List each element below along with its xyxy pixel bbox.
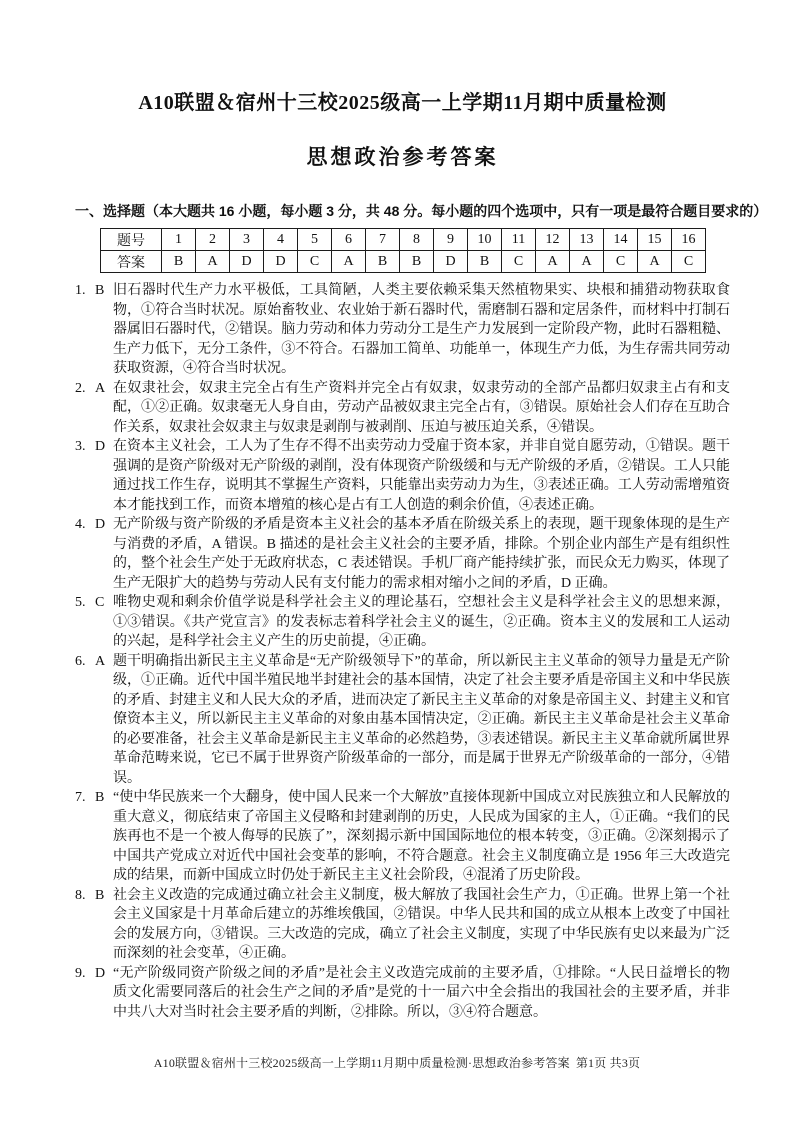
explanation-text: 在奴隶社会，奴隶主完全占有生产资料并完全占有奴隶，奴隶劳动的全部产品都归奴隶主占有和支配，①②正确。奴隶毫无人身自由，劳动产品被奴隶主完全占有，③错误。原始社会人们存在互助合作关系，奴隶社会奴隶主与奴隶是剥削与被剥削、压迫与被压迫关系，④错误。 bbox=[113, 380, 730, 435]
footer-text: A10联盟＆宿州十三校2025级高一上学期11月期中质量检测·思想政治参考答案 bbox=[153, 1056, 570, 1070]
explanation-item bbox=[75, 379, 730, 438]
explanation-question-number: 5. bbox=[75, 595, 86, 610]
explanation-question-number: 8. bbox=[75, 887, 86, 903]
explanation-text: 题干明确指出新民主主义革命是“无产阶级领导下”的革命，所以新民主主义革命的领导力量是无产阶级，①正确。近代中国半殖民地半封建社会的基本国情，决定了社会主要矛盾是帝国主义和中华民族的矛盾、封建主义和人民大众的矛盾，进而决定了新民主主义革命的对象是帝国主义、封建主义和官僚资本主义，所以新民主主义革命的对象由基本国情决定，②正确。新民主主义革命是社会主义革命的必要准备，社会主义革命是新民主主义革命的必然趋势，③表述错误。新民主主义革命就所属世界革命范畴来说，它已不属于世界资产阶级革命的一部分，而是属于世界无产阶级革命的一部分，④错误。 bbox=[113, 653, 730, 786]
answer-cell: D bbox=[264, 251, 298, 273]
question-number-cell: 4 bbox=[264, 229, 298, 251]
page-subtitle: 思想政治参考答案 bbox=[306, 145, 499, 169]
answer-cell: C bbox=[298, 251, 332, 273]
explanation-answer-letter: B bbox=[95, 887, 105, 903]
answer-cell: B bbox=[162, 251, 196, 273]
explanation-answer-letter: C bbox=[95, 595, 105, 610]
question-number-cell: 3 bbox=[230, 229, 264, 251]
question-number-cell: 15 bbox=[638, 229, 672, 251]
question-number-cell: 5 bbox=[298, 229, 332, 251]
answer-table-answer-row bbox=[101, 251, 706, 273]
answer-cell: C bbox=[672, 251, 706, 273]
question-number-cell: 13 bbox=[570, 229, 604, 251]
explanation-answer-letter: D bbox=[95, 965, 106, 981]
question-number-cell: 10 bbox=[468, 229, 502, 251]
answer-table-answer-header: 答案 bbox=[101, 251, 162, 273]
explanation-item bbox=[75, 281, 730, 379]
explanation-answer-letter: A bbox=[95, 380, 106, 396]
answer-cell: A bbox=[196, 251, 230, 273]
question-number-cell: 9 bbox=[434, 229, 468, 251]
explanation-question-number: 7. bbox=[75, 790, 86, 805]
explanation-answer-letter: B bbox=[95, 790, 105, 805]
question-number-cell: 6 bbox=[332, 229, 366, 251]
answer-cell: B bbox=[366, 251, 400, 273]
answer-table-number-row bbox=[101, 229, 706, 251]
answer-cell: C bbox=[502, 251, 536, 273]
explanation-item bbox=[75, 593, 730, 652]
question-number-cell: 8 bbox=[400, 229, 434, 251]
explanation-answer-letter: D bbox=[95, 517, 106, 532]
explanation-question-number: 3. bbox=[75, 439, 86, 454]
explanation-text: 社会主义改造的完成通过确立社会主义制度，极大解放了我国社会生产力，①正确。世界上第一个社会主义国家是十月革命后建立的苏维埃俄国，②错误。中华人民共和国的成立从根本上改变了中国社会的发展方向，③错误。三大改造的完成，确立了社会主义制度，实现了中华民族有史以来最为广泛而深刻的社会变革，④正确。 bbox=[113, 887, 730, 961]
answer-table-number-header: 题号 bbox=[101, 229, 162, 251]
explanation-question-number: 6. bbox=[75, 653, 86, 669]
explanation-answer-letter: A bbox=[95, 653, 106, 669]
answer-cell: A bbox=[332, 251, 366, 273]
question-number-cell: 2 bbox=[196, 229, 230, 251]
explanation-text: 旧石器时代生产力水平极低，工具简陋，人类主要依赖采集天然植物果实、块根和捕猎动物获取食物，①符合当时状况。原始畜牧业、农业始于新石器时代，需磨制石器和定居条件，而材料中打制石器属旧石器时代，②错误。脑力劳动和体力劳动分工是生产力发展到一定阶段产物，此时石器粗糙、生产力低下，无分工条件，③不符合。石器加工简单、功能单一，体现生产力低，为生存需共同劳动获取资源，④符合当时状况。 bbox=[113, 283, 730, 376]
page-title: A10联盟＆宿州十三校2025级高一上学期11月期中质量检测 bbox=[138, 92, 667, 114]
answer-cell: B bbox=[400, 251, 434, 273]
section-heading: 一、选择题（本大题共 16 小题，每小题 3 分，共 48 分。每小题的四个选项中，只有一项是最符合题目要求的） bbox=[75, 203, 768, 219]
explanation-answer-letter: D bbox=[95, 439, 106, 454]
explanation-item bbox=[75, 515, 730, 593]
explanation-question-number: 1. bbox=[75, 283, 86, 298]
explanation-list bbox=[75, 281, 730, 1022]
explanation-text: 唯物史观和剩余价值学说是科学社会主义的理论基石，空想社会主义是科学社会主义的思想来源，①③错误。《共产党宣言》的发表标志着科学社会主义的诞生，②正确。资本主义的发展和工人运动的兴起，是科学社会主义产生的历史前提，④正确。 bbox=[113, 595, 730, 649]
explanation-item bbox=[75, 652, 730, 789]
answer-cell: A bbox=[638, 251, 672, 273]
explanation-item bbox=[75, 964, 730, 1023]
explanation-answer-letter: B bbox=[95, 283, 105, 298]
explanation-question-number: 4. bbox=[75, 517, 86, 532]
question-number-cell: 12 bbox=[536, 229, 570, 251]
answer-cell: D bbox=[434, 251, 468, 273]
explanation-item bbox=[75, 437, 730, 515]
answer-table bbox=[100, 228, 706, 273]
answer-cell: B bbox=[468, 251, 502, 273]
explanation-item bbox=[75, 788, 730, 886]
explanation-question-number: 2. bbox=[75, 380, 86, 396]
explanation-text: “使中华民族来一个大翻身，使中国人民来一个大解放”直接体现新中国成立对民族独立和人民解放的重大意义，彻底结束了帝国主义侵略和封建剥削的历史，人民成为国家的主人，①正确。“我们的民族再也不是一个被人侮辱的民族了”，深刻揭示新中国国际地位的根本转变，③正确。②深刻揭示了中国共产党成立对近代中国社会变革的影响，不符合题意。社会主义制度确立是 1956 年三大改造完成的结果，而新中国成立时仍处于新民主主义社会阶段，④混淆了历史阶段。 bbox=[113, 790, 730, 883]
page-footer bbox=[0, 1054, 794, 1071]
answer-cell: D bbox=[230, 251, 264, 273]
answer-cell: C bbox=[604, 251, 638, 273]
answer-cell: A bbox=[570, 251, 604, 273]
question-number-cell: 14 bbox=[604, 229, 638, 251]
explanation-text: “无产阶级同资产阶级之间的矛盾”是社会主义改造完成前的主要矛盾，①排除。“人民日益增长的物质文化需要同落后的社会生产之间的矛盾”是党的十一届六中全会指出的我国社会的主要矛盾，并非中共八大对当时社会主要矛盾的判断，②排除。所以，③④符合题意。 bbox=[113, 965, 730, 1020]
footer-page-info: 第1页 共3页 bbox=[575, 1056, 641, 1070]
question-number-cell: 16 bbox=[672, 229, 706, 251]
question-number-cell: 1 bbox=[162, 229, 196, 251]
explanation-text: 无产阶级与资产阶级的矛盾是资本主义社会的基本矛盾在阶级关系上的表现，题干现象体现的是生产与消费的矛盾，A 错误。B 描述的是社会主义社会的主要矛盾，排除。个别企业内部生产是有组织性的，整个社会生产处于无政府状态，C 表述错误。手机厂商产能持续扩张，而民众无力购买，体现了生产无限扩大的趋势与劳动人民有支付能力的需求相对缩小之间的矛盾，D 正确。 bbox=[113, 517, 730, 591]
question-number-cell: 11 bbox=[502, 229, 536, 251]
explanation-item bbox=[75, 886, 730, 964]
explanation-text: 在资本主义社会，工人为了生存不得不出卖劳动力受雇于资本家，并非自觉自愿劳动，①错误。题干强调的是资产阶级对无产阶级的剥削，没有体现资产阶级缓和与无产阶级的矛盾，②错误。工人只能通过找工作生存，说明其不掌握生产资料，只能靠出卖劳动力为生，③表述正确。工人劳动需增殖资本才能找到工作，而资本增殖的核心是占有工人创造的剩余价值，④表述正确。 bbox=[113, 439, 730, 513]
explanation-question-number: 9. bbox=[75, 965, 86, 981]
answer-cell: A bbox=[536, 251, 570, 273]
question-number-cell: 7 bbox=[366, 229, 400, 251]
